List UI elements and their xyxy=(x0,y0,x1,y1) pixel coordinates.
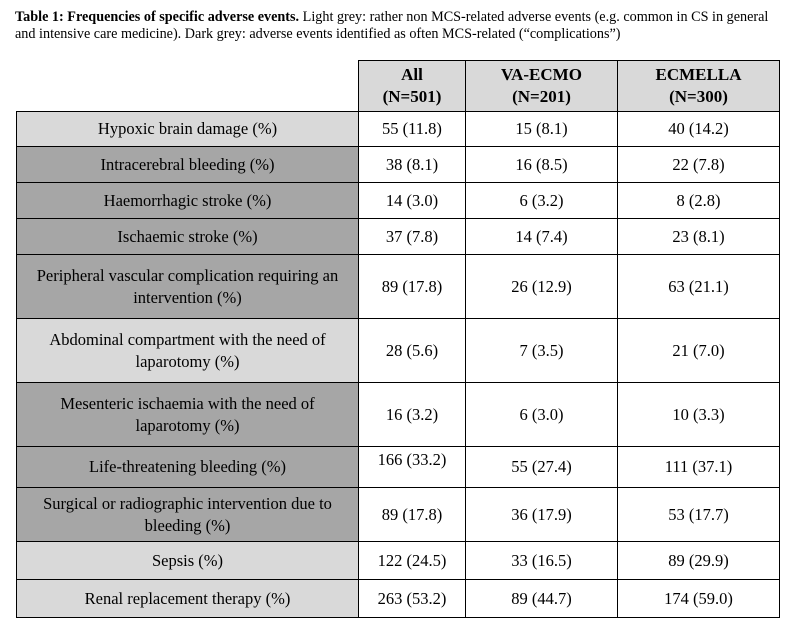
table-caption xyxy=(15,9,785,43)
cell-ecmella: 22 (7.8) xyxy=(618,147,780,183)
row-label: Life-threatening bleeding (%) xyxy=(17,447,359,488)
row-label: Ischaemic stroke (%) xyxy=(17,219,359,255)
cell-all: 166 (33.2) xyxy=(359,447,466,488)
cell-all: 37 (7.8) xyxy=(359,219,466,255)
cell-all: 55 (11.8) xyxy=(359,112,466,147)
cell-va-ecmo: 16 (8.5) xyxy=(466,147,618,183)
cell-ecmella: 53 (17.7) xyxy=(618,488,780,542)
cell-ecmella: 63 (21.1) xyxy=(618,255,780,319)
header-ecmella: ECMELLA (N=300) xyxy=(618,61,780,112)
adverse-events-table xyxy=(16,60,780,618)
cell-all: 38 (8.1) xyxy=(359,147,466,183)
cell-ecmella: 40 (14.2) xyxy=(618,112,780,147)
cell-va-ecmo: 6 (3.2) xyxy=(466,183,618,219)
cell-va-ecmo: 55 (27.4) xyxy=(466,447,618,488)
table-row xyxy=(17,542,780,580)
cell-all: 89 (17.8) xyxy=(359,488,466,542)
row-label: Sepsis (%) xyxy=(17,542,359,580)
header-all: All (N=501) xyxy=(359,61,466,112)
table-row xyxy=(17,580,780,618)
table-row xyxy=(17,112,780,147)
cell-all: 263 (53.2) xyxy=(359,580,466,618)
row-label: Peripheral vascular complication requiring an intervention (%) xyxy=(17,255,359,319)
cell-va-ecmo: 14 (7.4) xyxy=(466,219,618,255)
caption-text: Light grey: rather non MCS-related adverse events (e.g. common in CS in general and intensive care medicine). Dark grey: adverse events identified as often MCS-related (“complications”) xyxy=(15,9,769,42)
cell-va-ecmo: 33 (16.5) xyxy=(466,542,618,580)
row-label: Intracerebral bleeding (%) xyxy=(17,147,359,183)
row-label: Abdominal compartment with the need of laparotomy (%) xyxy=(17,319,359,383)
cell-ecmella: 23 (8.1) xyxy=(618,219,780,255)
table-row xyxy=(17,183,780,219)
row-label: Surgical or radiographic intervention due to bleeding (%) xyxy=(17,488,359,542)
cell-all: 16 (3.2) xyxy=(359,383,466,447)
caption-title: Table 1: Frequencies of specific adverse events. xyxy=(15,9,300,25)
cell-va-ecmo: 26 (12.9) xyxy=(466,255,618,319)
cell-ecmella: 21 (7.0) xyxy=(618,319,780,383)
table-row xyxy=(17,319,780,383)
cell-all: 14 (3.0) xyxy=(359,183,466,219)
cell-va-ecmo: 7 (3.5) xyxy=(466,319,618,383)
row-label: Renal replacement therapy (%) xyxy=(17,580,359,618)
row-label: Haemorrhagic stroke (%) xyxy=(17,183,359,219)
table-row xyxy=(17,219,780,255)
cell-all: 28 (5.6) xyxy=(359,319,466,383)
cell-ecmella: 10 (3.3) xyxy=(618,383,780,447)
table-row xyxy=(17,488,780,542)
cell-all: 89 (17.8) xyxy=(359,255,466,319)
cell-va-ecmo: 89 (44.7) xyxy=(466,580,618,618)
row-label: Mesenteric ischaemia with the need of laparotomy (%) xyxy=(17,383,359,447)
header-va-ecmo: VA-ECMO (N=201) xyxy=(466,61,618,112)
cell-ecmella: 89 (29.9) xyxy=(618,542,780,580)
cell-va-ecmo: 6 (3.0) xyxy=(466,383,618,447)
cell-ecmella: 174 (59.0) xyxy=(618,580,780,618)
cell-all: 122 (24.5) xyxy=(359,542,466,580)
table-row xyxy=(17,447,780,488)
header-row xyxy=(17,61,780,112)
cell-va-ecmo: 15 (8.1) xyxy=(466,112,618,147)
header-corner xyxy=(17,61,359,112)
cell-ecmella: 8 (2.8) xyxy=(618,183,780,219)
table-row xyxy=(17,147,780,183)
table-row xyxy=(17,383,780,447)
row-label: Hypoxic brain damage (%) xyxy=(17,112,359,147)
table-row xyxy=(17,255,780,319)
cell-ecmella: 111 (37.1) xyxy=(618,447,780,488)
cell-va-ecmo: 36 (17.9) xyxy=(466,488,618,542)
